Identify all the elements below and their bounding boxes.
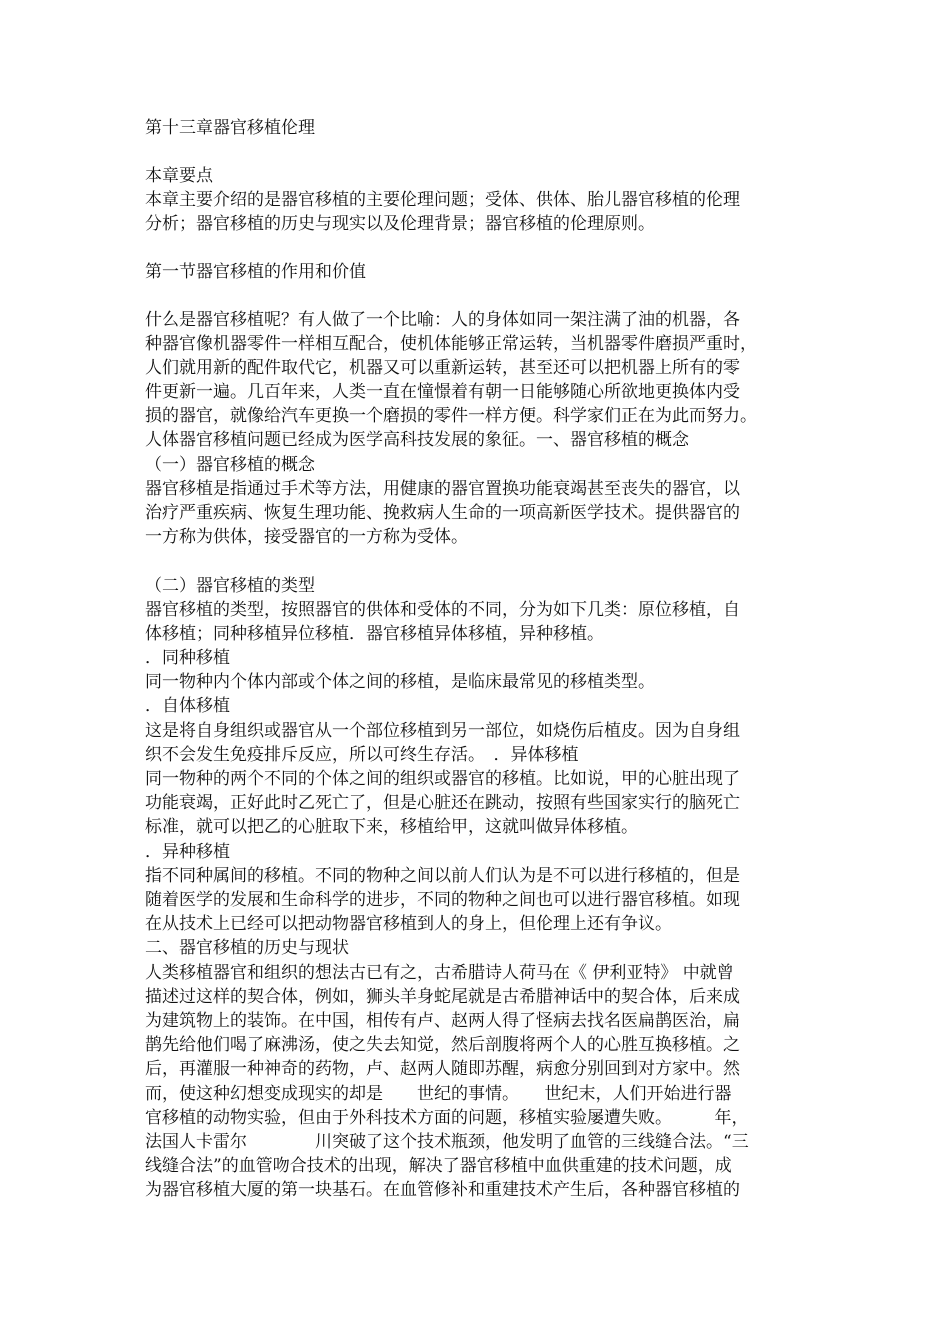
paragraph-line: 功能衰竭，正好此时乙死亡了，但是心脏还在跳动，按照有些国家实行的脑死亡: [145, 793, 740, 813]
paragraph-line: 本章主要介绍的是器官移植的主要伦理问题；受体、供体、胎儿器官移植的伦理: [145, 190, 740, 210]
subsection-heading: （二）器官移植的类型: [145, 576, 315, 596]
paragraph-line: 为器官移植大厦的第一块基石。在血管修补和重建技术产生后，各种器官移植的: [145, 1180, 740, 1200]
paragraph-line: 同一物种内个体内部或个体之间的移植，是临床最常见的移植类型。: [145, 672, 655, 692]
paragraph-line: 器官移植是指通过手术等方法，用健康的器官置换功能衰竭甚至丧失的器官，以: [145, 479, 740, 499]
paragraph-line: 在从技术上已经可以把动物器官移植到人的身上，但伦理上还有争议。: [145, 914, 672, 934]
paragraph-line: 描述过这样的契合体，例如，狮头羊身蛇尾就是古希腊神话中的契合体，后来成: [145, 987, 740, 1007]
section-heading: 二、器官移植的历史与现状: [145, 938, 349, 958]
paragraph-line: 损的器官，就像给汽车更换一个磨损的零件一样方便。科学家们正在为此而努力。: [145, 406, 757, 426]
paragraph-line: 标准，就可以把乙的心脏取下来，移植给甲，这就叫做异体移植。: [145, 817, 638, 837]
paragraph-line: 鹊先给他们喝了麻沸汤，使之失去知觉，然后剖腹将两个人的心胜互换移植。之: [145, 1035, 740, 1055]
paragraph-line: 这是将自身组织或器官从一个部位移植到另一部位，如烧伤后植皮。因为自身组: [145, 721, 740, 741]
paragraph-line: 为建筑物上的装饰。在中国，相传有卢、赵两人得了怪病去找名医扁鹊医治，扁: [145, 1011, 740, 1031]
paragraph-line: 而，使这种幻想变成现实的却是 世纪的事情。 世纪末，人们开始进行器: [145, 1084, 732, 1104]
paragraph-line: 件更新一遍。几百年来，人类一直在憧憬着有朝一日能够随心所欲地更换体内受: [145, 382, 740, 402]
paragraph-line: 器官移植的类型，按照器官的供体和受体的不同，分为如下几类：原位移植，自: [145, 600, 740, 620]
paragraph-line: 体移植；同种移植异位移植．器官移植异体移植，异种移植。: [145, 624, 604, 644]
paragraph-line: 后，再灌服一种神奇的药物，卢、赵两人随即苏醒，病愈分别回到对方家中。然: [145, 1059, 740, 1079]
paragraph-line: 人类移植器官和组织的想法古已有之，古希腊诗人荷马在《 伊利亚特》 中就曾: [145, 963, 734, 983]
paragraph-line: 法国人卡雷尔 川突破了这个技术瓶颈，他发明了血管的三线缝合法。“三: [145, 1132, 749, 1152]
paragraph-line: 官移植的动物实验，但由于外科技术方面的问题，移植实验屡遭失败。 年，: [145, 1108, 749, 1128]
paragraph-line: 人们就用新的配件取代它，机器又可以重新运转，甚至还可以把机器上所有的零: [145, 358, 740, 378]
paragraph-line: 一方称为供体，接受器官的一方称为受体。: [145, 527, 468, 547]
paragraph-line: 种器官像机器零件一样相互配合，使机体能够正常运转，当机器零件磨损严重时，: [145, 334, 757, 354]
paragraph-line: 同一物种的两个不同的个体之间的组织或器官的移植。比如说，甲的心脏出现了: [145, 769, 740, 789]
paragraph-line: 人体器官移植问题已经成为医学高科技发展的象征。一、器官移植的概念: [145, 430, 689, 450]
list-item-heading: ．异种移植: [145, 842, 230, 862]
paragraph-line: 随着医学的发展和生命科学的进步，不同的物种之间也可以进行器官移植。如现: [145, 890, 740, 910]
paragraph-line: 分析；器官移植的历史与现实以及伦理背景；器官移植的伦理原则。: [145, 214, 655, 234]
paragraph-line: 线缝合法”的血管吻合技术的出现，解决了器官移植中血供重建的技术问题，成: [145, 1156, 732, 1176]
list-item-heading: ．同种移植: [145, 648, 230, 668]
paragraph-line: 织不会发生免疫排斥反应，所以可终生存活。 ．异体移植: [145, 745, 579, 765]
paragraph-line: 什么是器官移植呢？有人做了一个比喻：人的身体如同一架注满了油的机器，各: [145, 310, 740, 330]
chapter-title: 第十三章器官移植伦理: [145, 118, 315, 138]
list-item-heading: ．自体移植: [145, 696, 230, 716]
section-heading: 第一节器官移植的作用和价值: [145, 262, 366, 282]
section-heading: 本章要点: [145, 166, 213, 186]
subsection-heading: （一）器官移植的概念: [145, 455, 315, 475]
paragraph-line: 指不同种属间的移植。不同的物种之间以前人们认为是不可以进行移植的，但是: [145, 866, 740, 886]
paragraph-line: 治疗严重疾病、恢复生理功能、挽救病人生命的一项高新医学技术。提供器官的: [145, 503, 740, 523]
